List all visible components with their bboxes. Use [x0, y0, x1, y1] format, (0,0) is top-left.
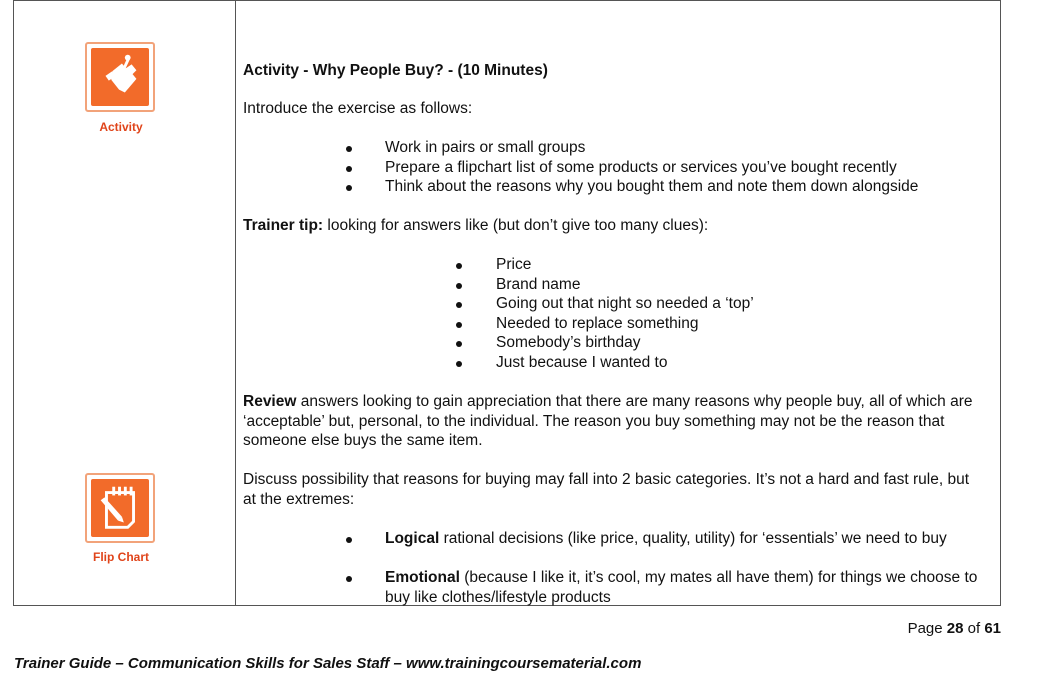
intro-text: Introduce the exercise as follows: [243, 100, 473, 117]
exercise-bullet-1: Work in pairs or small groups [385, 139, 586, 156]
activity-label: Activity [99, 120, 143, 134]
category-emotional-label: Emotional [385, 569, 460, 586]
flipchart-icon-box [85, 473, 155, 543]
flipchart-label: Flip Chart [93, 550, 149, 564]
answer-bullet-1: Price [496, 256, 532, 273]
bullet-dot [456, 302, 462, 308]
category-emotional [385, 568, 985, 607]
exercise-bullet-3: Think about the reasons why you bought them and note them down alongside [385, 178, 919, 195]
review-label: Review [243, 393, 297, 410]
flipchart-icon [91, 479, 149, 537]
bullet-dot [346, 146, 352, 152]
trainer-tip-label: Trainer tip: [243, 217, 324, 234]
trainer-tip-text: looking for answers like (but don’t give too many clues): [323, 217, 709, 234]
answer-bullet-3: Going out that night so needed a ‘top’ [496, 295, 754, 312]
discuss-paragraph: Discuss possibility that reasons for buying may fall into 2 basic categories. It’s not a hard and fast rule, but at the extremes: [243, 471, 970, 508]
activity-heading: Activity - Why People Buy? - (10 Minutes) [243, 62, 548, 79]
category-logical [385, 529, 985, 549]
answer-bullet-6: Just because I wanted to [496, 354, 668, 371]
column-divider [235, 1, 236, 605]
category-emotional-text: (because I like it, it’s cool, my mates all have them) for things we choose to buy like clothes/lifestyle products [385, 569, 978, 606]
page-prefix: Page [907, 620, 947, 637]
activity-icon [91, 48, 149, 106]
answer-bullet-2: Brand name [496, 276, 581, 293]
exercise-bullet-2: Prepare a flipchart list of some products or services you’ve bought recently [385, 159, 897, 176]
bullet-dot [456, 283, 462, 289]
bullet-dot [456, 322, 462, 328]
review-paragraph [243, 392, 983, 451]
bullet-dot [456, 341, 462, 347]
page-number [908, 620, 1001, 637]
bullet-dot [346, 576, 352, 582]
category-logical-label: Logical [385, 530, 440, 547]
review-text: answers looking to gain appreciation that there are many reasons why people buy, all of which are ‘acceptable’ but, personal, to the individual. The reason you buy something may not be the reason that someone else buys the same item. [243, 393, 973, 449]
category-logical-text: rational decisions (like price, quality, utility) for ‘essentials’ we need to buy [439, 530, 947, 547]
bullet-dot [456, 263, 462, 269]
bullet-dot [346, 166, 352, 172]
trainer-tip [243, 216, 708, 236]
bullet-dot [456, 361, 462, 367]
content-table [13, 0, 1001, 606]
bullet-dot [346, 185, 352, 191]
answer-bullet-4: Needed to replace something [496, 315, 699, 332]
page-of: of [963, 620, 985, 637]
answer-bullet-5: Somebody’s birthday [496, 334, 641, 351]
footer-title: Trainer Guide – Communication Skills for Sales Staff – www.trainingcoursematerial.com [14, 655, 642, 672]
page-current: 28 [946, 620, 964, 637]
activity-icon-box [85, 42, 155, 112]
page-total: 61 [984, 620, 1001, 637]
bullet-dot [346, 537, 352, 543]
